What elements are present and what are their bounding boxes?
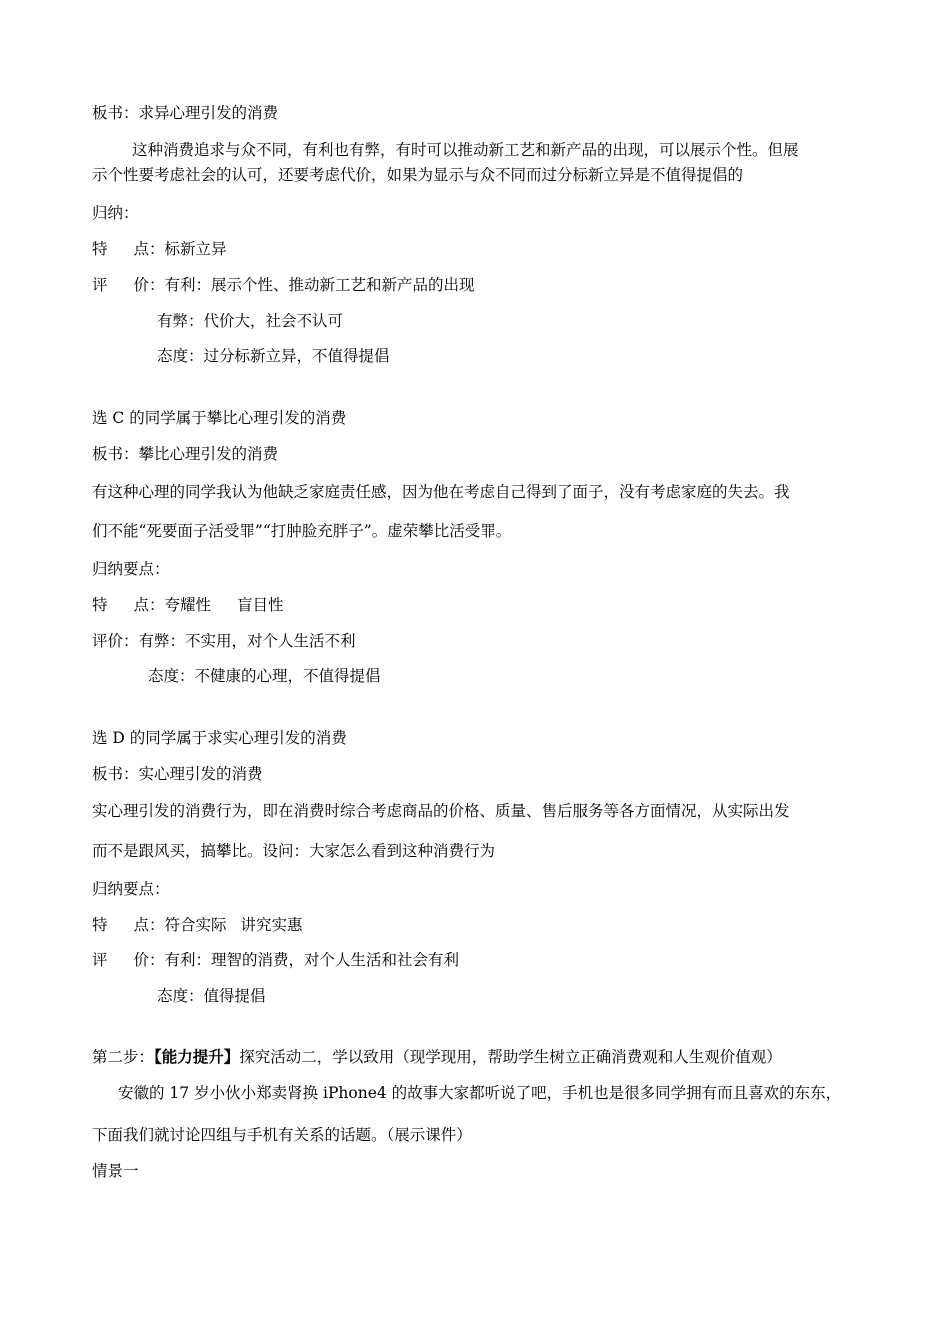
board-heading-comparison: 板书：攀比心理引发的消费 bbox=[92, 445, 279, 463]
paragraph-novelty-line1: 这种消费追求与众不同，有利也有弊，有时可以推动新工艺和新产品的出现，可以展示个性。但展 bbox=[132, 141, 799, 159]
board-heading-novelty: 板书：求异心理引发的消费 bbox=[92, 104, 279, 122]
option-d-line: 选 D 的同学属于求实心理引发的消费 bbox=[92, 729, 347, 747]
evaluation-line-comparison: 评价：有弊：不实用，对个人生活不利 bbox=[92, 632, 356, 650]
drawback-line-novelty: 有弊：代价大，社会不认可 bbox=[157, 312, 344, 330]
story-paragraph-line2: 下面我们就讨论四组与手机有关系的话题。（展示课件） bbox=[92, 1126, 472, 1144]
scenario-one-label: 情景一 bbox=[92, 1162, 139, 1180]
summary-points-label-2: 归纳要点： bbox=[92, 880, 170, 898]
paragraph-practical-line2: 而不是跟风买，搞攀比。设问：大家怎么看到这种消费行为 bbox=[92, 842, 496, 860]
paragraph-comparison-line1: 有这种心理的同学我认为他缺乏家庭责任感，因为他在考虑自己得到了面子，没有考虑家庭的失去。我 bbox=[92, 483, 790, 501]
evaluation-line-novelty: 评 价：有利：展示个性、推动新工艺和新产品的出现 bbox=[92, 276, 475, 294]
feature-line-practical: 特 点：符合实际 讲究实惠 bbox=[92, 916, 303, 934]
paragraph-comparison-line2: 们不能“死要面子活受罪”“打肿脸充胖子”。虚荣攀比活受罪。 bbox=[92, 522, 512, 540]
evaluation-line-practical: 评 价：有利：理智的消费，对个人生活和社会有利 bbox=[92, 951, 460, 969]
feature-line-novelty: 特 点：标新立异 bbox=[92, 240, 227, 258]
option-c-line: 选 C 的同学属于攀比心理引发的消费 bbox=[92, 409, 347, 427]
feature-line-comparison: 特 点：夸耀性 盲目性 bbox=[92, 596, 284, 614]
board-heading-practical: 板书：实心理引发的消费 bbox=[92, 765, 263, 783]
summary-label: 归纳： bbox=[92, 204, 139, 222]
paragraph-novelty-line2: 示个性要考虑社会的认可，还要考虑代价，如果为显示与众不同而过分标新立异是不值得提倡的 bbox=[92, 166, 744, 184]
attitude-line-practical: 态度：值得提倡 bbox=[157, 987, 266, 1005]
paragraph-practical-line1: 实心理引发的消费行为，即在消费时综合考虑商品的价格、质量、售后服务等各方面情况，从实际出发 bbox=[92, 802, 790, 820]
step-two-heading: 第二步：【能力提升】探究活动二，学以致用（现学现用，帮助学生树立正确消费观和人生观价值观） bbox=[92, 1047, 782, 1066]
attitude-line-comparison: 态度：不健康的心理，不值得提倡 bbox=[148, 667, 381, 685]
story-paragraph-line1: 安徽的 17 岁小伙小郑卖肾换 iPhone4 的故事大家都听说了吧，手机也是很多同学拥有而且喜欢的东东， bbox=[118, 1084, 842, 1102]
summary-points-label: 归纳要点： bbox=[92, 560, 170, 578]
attitude-line-novelty: 态度：过分标新立异，不值得提倡 bbox=[157, 347, 390, 365]
